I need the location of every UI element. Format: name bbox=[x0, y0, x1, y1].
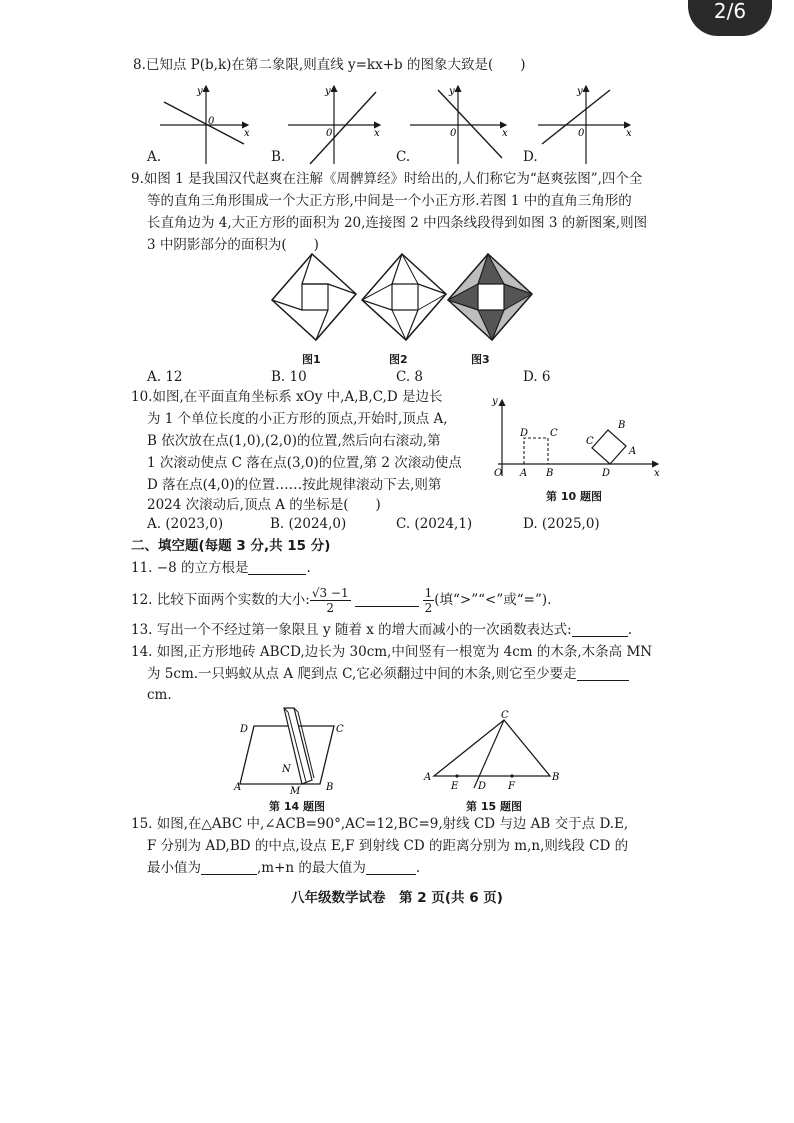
q9-option-c: C. 8 bbox=[396, 369, 424, 385]
q12-frac1-den: 2 bbox=[326, 601, 335, 615]
q14-figure bbox=[232, 704, 362, 796]
q14-line-1: 14. 如图,正方形地砖 ABCD,边长为 30cm,中间竖有一根宽为 4cm 的木条,木条高 MN bbox=[131, 644, 653, 660]
page-number-badge-text: 2/6 bbox=[713, 0, 747, 23]
page-number-badge bbox=[688, 0, 772, 36]
q12-fraction-2 bbox=[423, 586, 435, 615]
q8-stem: 8.已知点 P(b,k)在第二象限,则直线 y=kx+b 的图象大致是( ) bbox=[133, 57, 526, 73]
q10-line-6: 2024 次滚动后,顶点 A 的坐标是( ) bbox=[147, 497, 381, 513]
q10-line-5: D 落在点(4,0)的位置……按此规律滚动下去,则第 bbox=[147, 477, 442, 493]
q14-fig-m: M bbox=[290, 786, 301, 796]
q9-caption-fig3: 图3 bbox=[471, 353, 490, 366]
q8-graphs bbox=[140, 78, 650, 168]
q8-d-y: y bbox=[577, 86, 583, 97]
q15-answer-blank-1[interactable] bbox=[201, 874, 257, 875]
q14-fig-a: A bbox=[234, 782, 242, 793]
q9-caption-fig1: 图1 bbox=[302, 353, 321, 366]
q10-option-b: B. (2024,0) bbox=[270, 516, 347, 532]
q11-end: . bbox=[306, 560, 311, 576]
q9-line-3: 长直角边为 4,大正方形的面积为 20,连接图 2 中四条线段得到如图 3 的新图案,则图 bbox=[147, 215, 648, 231]
q12-pre: 12. 比较下面两个实数的大小: bbox=[131, 592, 310, 608]
q10-fig-x: x bbox=[654, 468, 660, 479]
q9-option-b: B. 10 bbox=[271, 369, 307, 385]
q10-option-d: D. (2025,0) bbox=[523, 516, 600, 532]
q10-fig-d2: D bbox=[602, 468, 611, 479]
q8-b-y: y bbox=[325, 86, 331, 97]
q15-fig-a: A bbox=[424, 772, 432, 783]
q12-frac2-den: 2 bbox=[424, 601, 433, 615]
q8-c-o: 0 bbox=[450, 128, 457, 139]
q10-caption: 第 10 题图 bbox=[546, 490, 602, 503]
q14-answer-blank[interactable] bbox=[577, 680, 629, 681]
zhao-shuang-figure-3 bbox=[448, 254, 532, 340]
q15-line-3 bbox=[147, 859, 420, 877]
q9-option-a: A. 12 bbox=[147, 369, 183, 385]
q11 bbox=[131, 559, 311, 577]
q8-option-c: C. bbox=[396, 149, 411, 165]
q12-answer-blank[interactable] bbox=[355, 606, 419, 607]
q10-fig-c1: C bbox=[550, 428, 558, 439]
q15-line-2: F 分别为 AD,BD 的中点,设点 E,F 到射线 CD 的距离分别为 m,n,则线段 CD 的 bbox=[147, 838, 629, 854]
q14-fig-d: D bbox=[240, 724, 249, 735]
q9-line-2: 等的直角三角形围成一个大正方形,中间是一个小正方形.若图 1 中的直角三角形的 bbox=[147, 193, 632, 209]
zhao-shuang-figure-2 bbox=[362, 254, 446, 340]
q13-end: . bbox=[627, 622, 633, 638]
q12-frac2-num: 1 bbox=[424, 586, 433, 600]
q13-answer-blank[interactable] bbox=[572, 636, 628, 637]
q10-line-1: 10.如图,在平面直角坐标系 xOy 中,A,B,C,D 是边长 bbox=[131, 389, 443, 405]
q15-fig-c: C bbox=[501, 710, 509, 721]
q15-answer-blank-2[interactable] bbox=[366, 874, 416, 875]
q15-line-1: 15. 如图,在△ABC 中,∠ACB=90°,AC=12,BC=9,射线 CD 与边 AB 交于点 D.E, bbox=[131, 816, 629, 832]
q8-a-x: x bbox=[244, 128, 250, 139]
q10-option-c: C. (2024,1) bbox=[396, 516, 473, 532]
q12-fraction-1 bbox=[310, 586, 351, 615]
q10-fig-o: O bbox=[494, 468, 503, 479]
q8-graph-d bbox=[538, 86, 632, 164]
q8-a-y: y bbox=[197, 86, 203, 97]
q10-option-a: A. (2023,0) bbox=[147, 516, 224, 532]
q15-line-3-end: . bbox=[415, 860, 421, 876]
q10-fig-y: y bbox=[492, 396, 498, 407]
q9-option-d: D. 6 bbox=[523, 369, 551, 385]
q10-line-3: B 依次放在点(1,0),(2,0)的位置,然后向右滚动,第 bbox=[147, 433, 441, 449]
q8-option-a: A. bbox=[147, 149, 162, 165]
q10-fig-d1: D bbox=[520, 428, 529, 439]
q10-line-2: 为 1 个单位长度的小正方形的顶点,开始时,顶点 A, bbox=[147, 411, 448, 427]
q8-b-x: x bbox=[374, 128, 380, 139]
q14-fig-n: N bbox=[282, 764, 291, 775]
q10-fig-b2: B bbox=[618, 420, 626, 431]
q8-graph-a bbox=[160, 86, 250, 164]
q12-frac1-num: √3 −1 bbox=[311, 586, 349, 600]
q15-fig-e: E bbox=[451, 781, 459, 790]
q8-b-o: 0 bbox=[326, 128, 333, 139]
q8-d-x: x bbox=[626, 128, 632, 139]
q10-fig-c2: C bbox=[586, 436, 594, 447]
q9-line-1: 9.如图 1 是我国汉代赵爽在注解《周髀算经》时给出的,人们称它为“赵爽弦图”,四个全 bbox=[131, 171, 643, 187]
q15-caption: 第 15 题图 bbox=[466, 800, 522, 813]
q11-text: 11. −8 的立方根是 bbox=[131, 560, 249, 576]
q14-unit: cm. bbox=[147, 687, 172, 703]
q15-fig-d: D bbox=[478, 781, 487, 790]
q15-line-3-pre: 最小值为 bbox=[147, 860, 201, 876]
q8-option-d: D. bbox=[523, 149, 538, 165]
q9-caption-fig2: 图2 bbox=[389, 353, 408, 366]
q11-answer-blank[interactable] bbox=[248, 574, 306, 575]
q10-fig-a2: A bbox=[629, 446, 637, 457]
zhao-shuang-figure-1 bbox=[272, 254, 356, 340]
q8-c-x: x bbox=[502, 128, 508, 139]
q9-figures bbox=[270, 250, 540, 346]
q10-figure bbox=[488, 394, 668, 486]
q14-line-2-text: 为 5cm.一只蚂蚁从点 A 爬到点 C,它必须翻过中间的木条,则它至少要走 bbox=[147, 666, 577, 682]
q8-graph-c bbox=[410, 86, 508, 164]
q9-line-4: 3 中阴影部分的面积为( ) bbox=[147, 237, 319, 253]
q10-fig-b1: B bbox=[546, 468, 554, 479]
page-footer: 八年级数学试卷 第 2 页(共 6 页) bbox=[291, 890, 503, 906]
q15-fig-b: B bbox=[552, 772, 560, 783]
q13-text: 13. 写出一个不经过第一象限且 y 随着 x 的增大而减小的一次函数表达式: bbox=[131, 622, 572, 638]
q14-caption: 第 14 题图 bbox=[269, 800, 325, 813]
q8-option-b: B. bbox=[271, 149, 286, 165]
q12 bbox=[131, 582, 551, 618]
q15-fig-f: F bbox=[508, 781, 515, 790]
q14-fig-b: B bbox=[326, 782, 334, 793]
q14-fig-c: C bbox=[336, 724, 344, 735]
q8-c-y: y bbox=[449, 86, 455, 97]
q8-graph-b bbox=[288, 86, 380, 164]
q13 bbox=[131, 621, 632, 639]
q10-fig-a1: A bbox=[520, 468, 528, 479]
q12-post: (填“>”“<”或“=”). bbox=[434, 592, 552, 608]
q15-line-3-mid: ,m+n 的最大值为 bbox=[257, 860, 366, 876]
q14-line-2 bbox=[147, 665, 629, 683]
section-fill-in-heading: 二、填空题(每题 3 分,共 15 分) bbox=[131, 538, 331, 554]
q10-line-4: 1 次滚动使点 C 落在点(3,0)的位置,第 2 次滚动使点 bbox=[147, 455, 462, 471]
q8-a-o: 0 bbox=[208, 116, 215, 127]
q8-d-o: 0 bbox=[578, 128, 585, 139]
q15-figure bbox=[420, 708, 570, 790]
